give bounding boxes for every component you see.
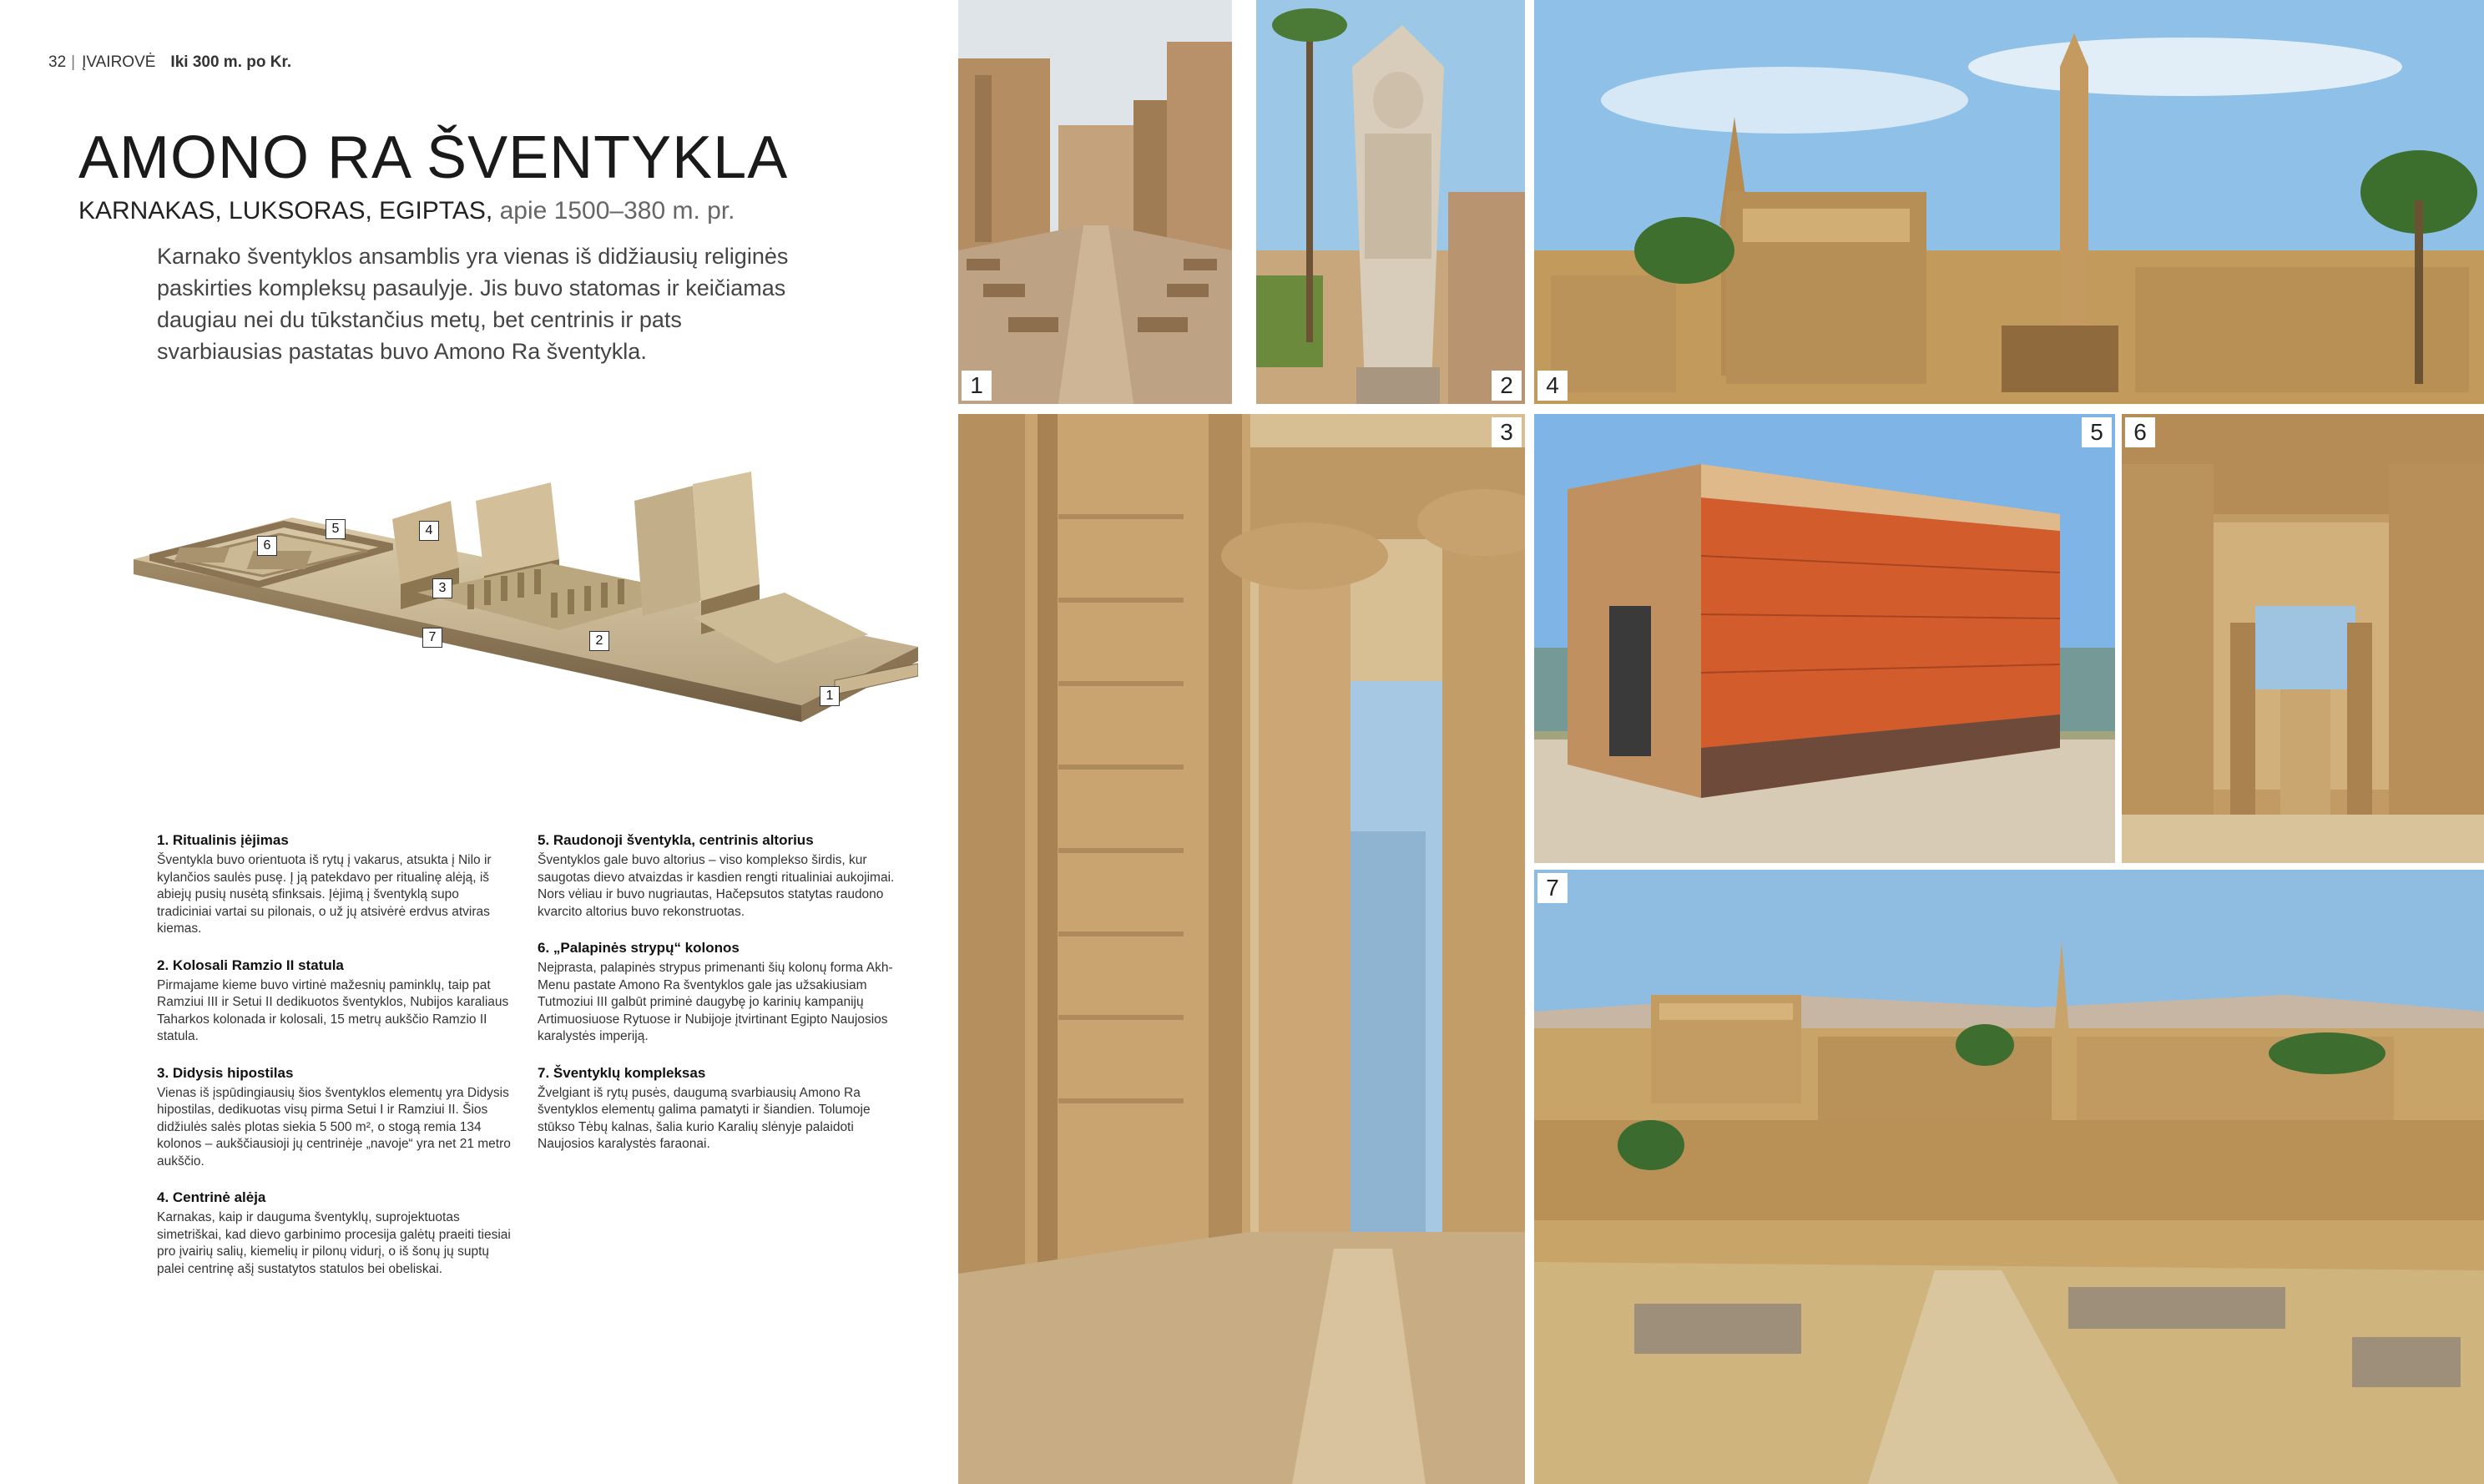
legend-item	[538, 939, 896, 1046]
legend-column-left	[157, 831, 516, 1296]
legend-item-title: 6. „Palapinės strypų“ kolonos	[538, 940, 740, 956]
legend-item-text: Neįprasta, palapinės strypus primenanti šių kolonų forma Akh-Menu pastate Amono Ra šventyklos gale jas užsakiusiam Tutmoziui III galbūt priminė daugybę jo karinių kampanijų Artimuosiuose Rytuose ir Nubijoje įtvirtinant Egipto Naujosios karalystės imperiją.	[538, 961, 893, 1043]
legend-item-text: Karnakas, kaip ir dauguma šventyklų, suprojektuotas simetriškai, kad dievo garbinimo procesija galėtų praeiti tiesiai pro įvairių salių, kiemelių ir pilonų vidurį, o iš šonų jų suptų palei centrinę ašį sustatytos statulos bei obeliskai.	[157, 1210, 511, 1276]
legend-item-title: 1. Ritualinis įėjimas	[157, 832, 289, 848]
photo-number-badge: 2	[1492, 371, 1522, 401]
temple-3d-plan	[117, 467, 918, 751]
plan-label-2: 2	[589, 631, 609, 651]
temple-complex-photo	[1534, 870, 2484, 1484]
legend-item-text: Šventyklos gale buvo altorius – viso komplekso širdis, kur saugotas dievo atvaizdas ir kasdien rengti ritualiniai aukojimai. Nors vėliau ir buvo nugriautas, Hačepsutos statytas raudono kvarcito altorius buvo rekonstruotas.	[538, 853, 895, 919]
page-title: AMONO RA ŠVENTYKLA	[78, 124, 789, 191]
ramses-statue-image	[1256, 0, 1525, 404]
plan-label-4: 4	[419, 521, 439, 541]
subtitle-date: apie 1500–380 m. pr.	[499, 197, 735, 225]
period-label: Iki 300 m. po Kr.	[170, 53, 292, 71]
temple-complex-image	[1534, 870, 2484, 1484]
legend-item	[157, 1189, 516, 1278]
legend-item-text: Pirmajame kieme buvo virtinė mažesnių paminklų, taip pat Ramziui III ir Setui II dedikuotos šventyklos, Nubijos karaliaus Taharkos kolonada ir kolosali, 15 metrų aukščio Ramzio II statula.	[157, 977, 509, 1043]
legend-item-title: 5. Raudonoji šventykla, centrinis altorius	[538, 832, 814, 848]
header-divider: |	[71, 53, 76, 71]
legend-item	[157, 957, 516, 1046]
legend-item	[157, 1064, 516, 1171]
plan-label-1: 1	[820, 686, 840, 706]
photo-number-badge: 4	[1537, 371, 1568, 401]
page-number: 32	[48, 53, 67, 71]
plan-label-7: 7	[422, 628, 442, 648]
plan-label-5: 5	[326, 519, 346, 539]
photo-number-badge: 5	[2082, 417, 2112, 447]
legend-item	[157, 831, 516, 938]
legend-item	[538, 831, 896, 921]
photo-number-badge: 6	[2125, 417, 2155, 447]
photo-number-badge: 1	[962, 371, 992, 401]
ramses-statue-photo	[1256, 0, 1525, 404]
sphinx-avenue-photo	[958, 0, 1232, 404]
legend-item	[538, 1064, 896, 1153]
obelisks-photo	[1534, 0, 2484, 404]
running-header	[48, 53, 291, 72]
section-name: ĮVAIROVĖ	[82, 53, 156, 71]
legend-item-text: Žvelgiant iš rytų pusės, daugumą svarbiausių Amono Ra šventyklos elementų galima pamatyti ir šiandien. Tolumoje stūkso Tėbų kalnas, šalia kurio Karalių slėnyje palaidoti Naujosios karalystės faraonai.	[538, 1085, 871, 1151]
photo-number-badge: 3	[1492, 417, 1522, 447]
obelisks-image	[1534, 0, 2484, 404]
legend-item-title: 2. Kolosali Ramzio II statula	[157, 957, 344, 973]
subtitle	[78, 197, 735, 225]
tent-pole-columns-image	[2122, 414, 2484, 863]
temple-plan-illustration	[117, 467, 918, 751]
legend-item-title: 7. Šventyklų kompleksas	[538, 1064, 706, 1081]
hypostyle-columns-image	[958, 414, 1525, 1484]
plan-label-6: 6	[257, 536, 277, 556]
photo-number-badge: 7	[1537, 873, 1568, 903]
legend-item-title: 4. Centrinė alėja	[157, 1189, 266, 1205]
legend-item-text: Vienas iš įspūdingiausių šios šventyklos elementų yra Didysis hipostilas, dedikuotas visų pirma Setui I ir Ramziui II. Šios didžiulės salės plotas siekia 5 500 m², o stogą remia 134 kolonos – aukščiausioji jų centrinėje „navoje“ yra net 21 metro aukščio.	[157, 1085, 511, 1169]
red-chapel-photo	[1534, 414, 2115, 863]
tent-pole-columns-photo	[2122, 414, 2484, 863]
legend-column-right	[538, 831, 896, 1172]
hypostyle-columns-photo	[958, 414, 1525, 1484]
subtitle-location: KARNAKAS, LUKSORAS, EGIPTAS,	[78, 197, 493, 225]
legend-item-text: Šventykla buvo orientuota iš rytų į vakarus, atsukta į Nilo ir kylančios saulės pusę. Į ją patekdavo per ritualinę alėją, iš abiejų pusių nusėtą sfinksais. Įėjimą į šventyklą supo tradiciniai vartai su pilonais, o už jų atsivėrė erdvus atviras kiemas.	[157, 853, 492, 936]
red-chapel-image	[1534, 414, 2115, 863]
sphinx-avenue-image	[958, 0, 1232, 404]
intro-paragraph: Karnako šventyklos ansamblis yra vienas iš didžiausių religinės paskirties kompleksų pasaulyje. Jis buvo statomas ir keičiamas daugiau nei du tūkstančius metų, bet centrinis ir pats svarbiausias pastatas buvo Amono Ra šventykla.	[157, 244, 789, 364]
legend-item-title: 3. Didysis hipostilas	[157, 1064, 294, 1081]
plan-label-3: 3	[432, 578, 452, 598]
